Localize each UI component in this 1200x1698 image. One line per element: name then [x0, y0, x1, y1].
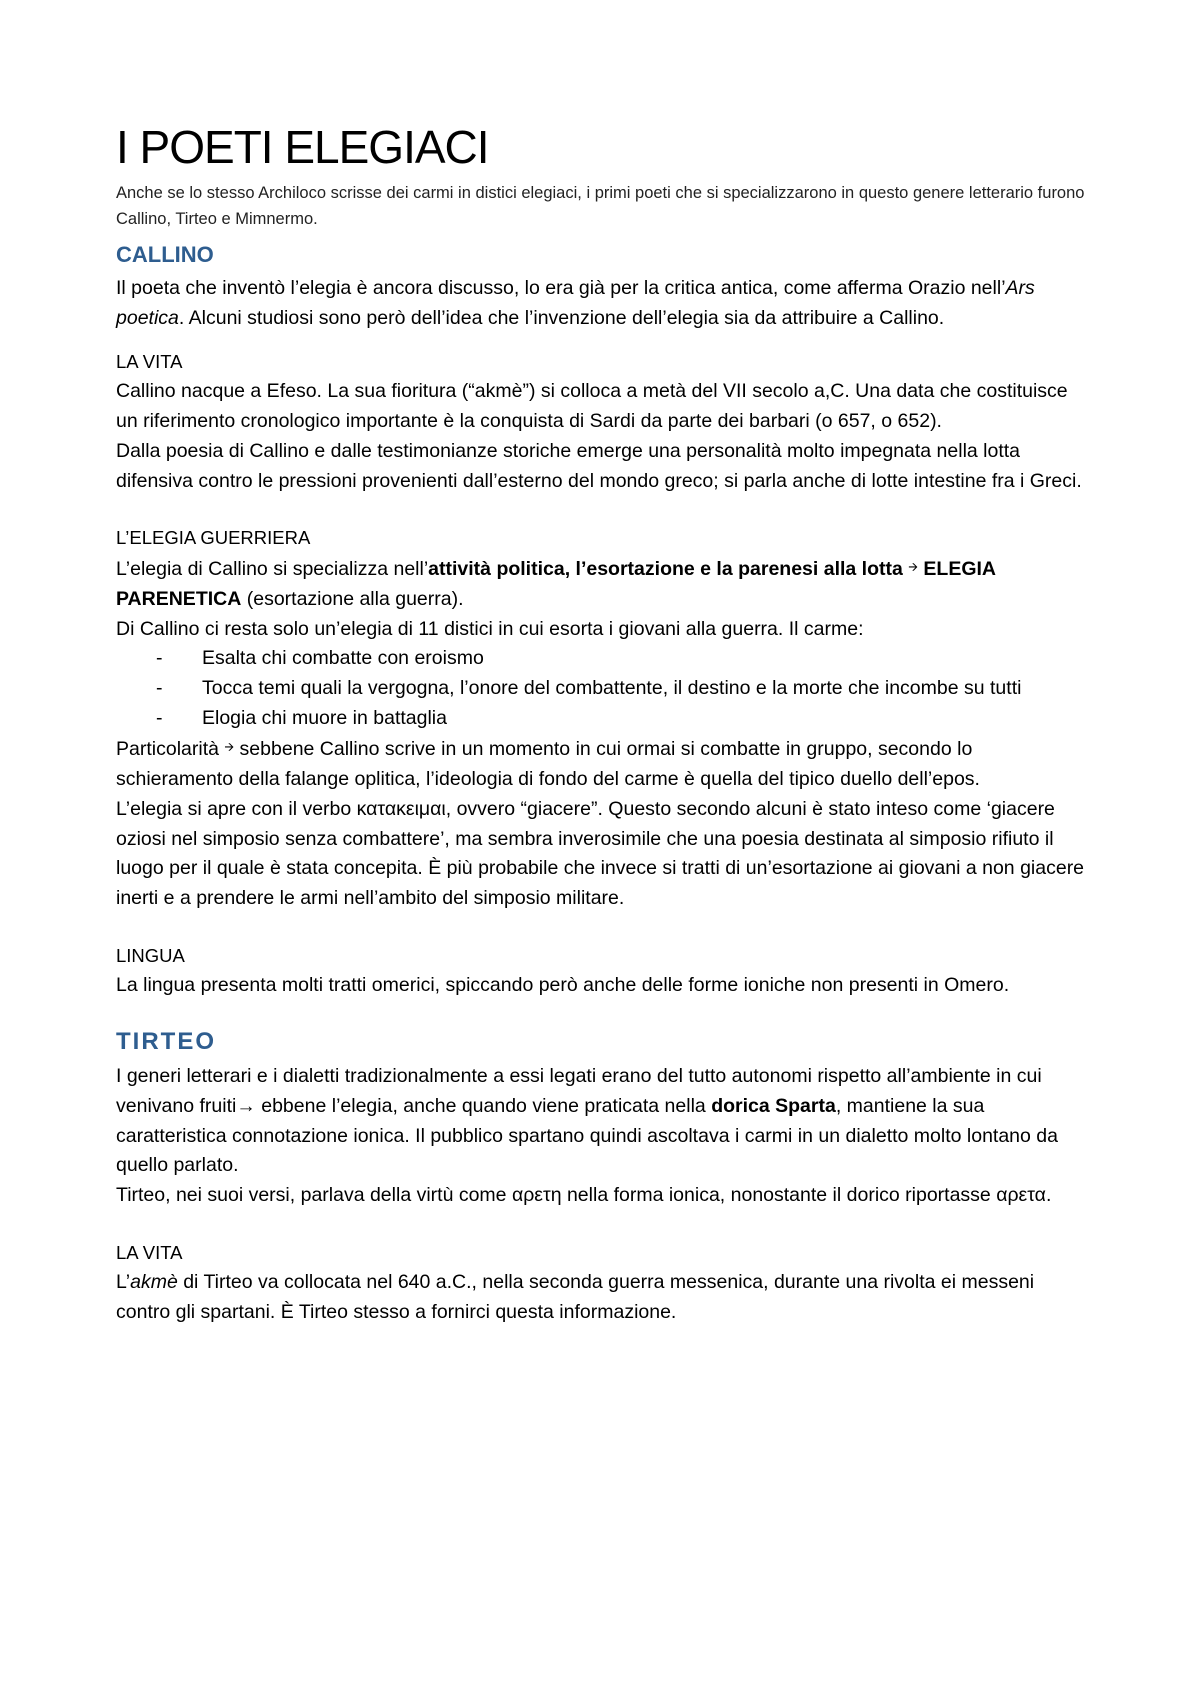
subheading-lingua: LINGUA: [116, 944, 185, 966]
spacer: [116, 333, 1086, 347]
text-run: I generi letterari e i dialetti tradizionalmente a essi legati erano del tutto autonomi rispetto all’ambiente in cui venivano fruiti: [116, 1065, 1042, 1118]
list-item-text: Esalta chi combatte con eroismo: [202, 647, 484, 670]
bullet-dash: -: [156, 677, 163, 700]
list-item: [116, 674, 1086, 704]
akme-italic: akmè: [130, 1270, 178, 1293]
text-run: Particolarità: [116, 738, 219, 761]
bold-text: dorica Sparta: [711, 1095, 836, 1118]
bold-text: attività politica, l’esortazione e la parenesi alla lotta: [428, 558, 903, 581]
text-run: di Tirteo va collocata nel 640 a.C., nella seconda guerra messenica, durante una rivolta ei messeni contro gli spartani. È Tirteo stesso a fornirci questa informazione.: [116, 1270, 1035, 1323]
guerriera-paragraph: [116, 553, 1086, 614]
text-run: , mantiene la sua caratteristica connotazione ionica. Il pubblico spartano quindi ascoltava i carmi in un dialetto molto lontano da quello parlato.: [116, 1095, 1058, 1177]
arrow-symbol-icon: 🡪: [908, 560, 918, 575]
tirteo-intro-paragraph: [116, 1062, 1086, 1181]
text-run: ebbene l’elegia, anche quando viene praticata nella: [255, 1095, 712, 1118]
list-item-text: Elogia chi muore in battaglia: [202, 706, 447, 729]
ars-poetica-italic: Ars poetica: [116, 277, 1035, 329]
guerriera-paragraph-2: Di Callino ci resta solo un’elegia di 11 distici in cui esorta i giovani alla guerra. Il carme:: [116, 617, 864, 640]
tirteo-vita-paragraph: [116, 1268, 1086, 1327]
callino-vita-paragraph-2: Dalla poesia di Callino e dalle testimonianze storiche emerge una personalità molto impegnata nella lotta difensiva contro le pressioni provenienti dall’esterno del mondo greco; si parla anche di lotte intestine fra i Greci.: [116, 439, 1082, 492]
text-run: . Alcuni studiosi sono però dell’idea che l’invenzione dell’elegia sia da attribuire a Callino.: [178, 306, 945, 329]
particolarita-paragraph: [116, 733, 1086, 794]
bullet-dash: -: [156, 706, 163, 729]
bullet-list: [116, 644, 1086, 733]
bullet-dash: -: [156, 647, 163, 670]
heading-tirteo: TIRTEO: [116, 1028, 216, 1056]
lingua-paragraph: La lingua presenta molti tratti omerici, spiccando però anche delle forme ioniche non presenti in Omero.: [116, 973, 1010, 996]
spacer: [116, 1211, 1086, 1238]
list-item-text: Tocca temi quali la vergogna, l’onore del combattente, il destino e la morte che incombe su tutti: [202, 677, 1022, 700]
subheading-la-vita: LA VITA: [116, 351, 183, 373]
text-run: sebbene Callino scrive in un momento in cui ormai si combatte in gruppo, secondo lo schieramento della falange oplitica, l’ideologia di fondo del carme è quella del tipico duello dell’epos.: [116, 738, 980, 791]
bold-text: ELEGIA PARENETICA: [116, 558, 996, 610]
subheading-la-vita: LA VITA: [116, 1241, 183, 1263]
page-title: I POETI ELEGIACI: [116, 121, 489, 173]
text-run: L’elegia di Callino si specializza nell’: [116, 558, 429, 581]
list-item: [116, 704, 1086, 734]
callino-intro-paragraph: [116, 274, 1086, 333]
intro-paragraph: Anche se lo stesso Archiloco scrisse dei carmi in distici elegiaci, i primi poeti che si specializzarono in questo genere letterario furono Callino, Tirteo e Mimnermo.: [116, 184, 1085, 228]
callino-vita-paragraph-1: Callino nacque a Efeso. La sua fioritura (“akmè”) si colloca a metà del VII secolo a,C. Una data che costituisce un riferimento cronologico importante è la conquista di Sardi da parte dei barbari (o 657, o 652).: [116, 380, 1068, 433]
arrow-symbol-icon: 🡪: [224, 740, 235, 755]
elegia-apre-paragraph: L’elegia si apre con il verbo κατακειμαι, ovvero “giacere”. Questo secondo alcuni è stato inteso come ‘giacere oziosi nel simposio senza combattere’, ma sembra inverosimile che una poesia destinata al simposio rifiuto il luogo per il quale è stata concepita. È più probabile che invece si tratti di un’esortazione ai giovani a non giacere inerti e a prendere le armi nell’ambito del simposio militare.: [116, 797, 1085, 909]
spacer: [116, 496, 1086, 523]
arrow-right-icon: →: [236, 1095, 256, 1118]
list-item: [116, 644, 1086, 674]
text-run: L’: [116, 1270, 131, 1293]
document-body: [116, 118, 1086, 1327]
heading-callino: CALLINO: [116, 242, 214, 267]
text-run: (esortazione alla guerra).: [241, 587, 464, 610]
tirteo-paragraph-2: Tirteo, nei suoi versi, parlava della virtù come αρετη nella forma ionica, nonostante il dorico riportasse αρετα.: [116, 1184, 1052, 1207]
text-run: Il poeta che inventò l’elegia è ancora discusso, lo era già per la critica antica, come afferma Orazio nell’: [116, 277, 1006, 299]
spacer: [116, 914, 1086, 941]
subheading-elegia-guerriera: L’ELEGIA GUERRIERA: [116, 527, 311, 549]
